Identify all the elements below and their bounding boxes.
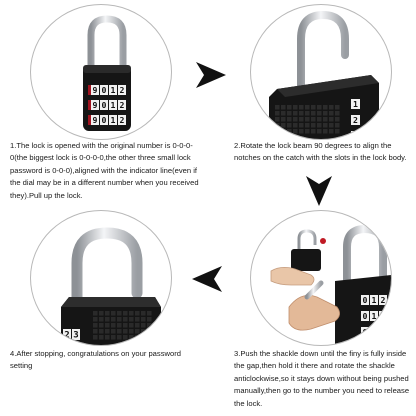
texture-dot bbox=[293, 123, 298, 128]
texture-dot bbox=[99, 323, 104, 328]
texture-dot bbox=[287, 117, 292, 122]
step-3-panel bbox=[208, 208, 416, 416]
texture-dot bbox=[105, 335, 110, 340]
texture-dot bbox=[99, 329, 104, 334]
texture-dot bbox=[111, 317, 116, 322]
texture-dot bbox=[135, 323, 140, 328]
padlock-open-icon bbox=[31, 5, 171, 139]
texture-dot bbox=[317, 129, 322, 134]
texture-dot bbox=[329, 129, 334, 134]
texture-dot bbox=[311, 129, 316, 134]
dial-row bbox=[361, 327, 387, 337]
texture-dot bbox=[281, 129, 286, 134]
texture-dot bbox=[317, 105, 322, 110]
texture-dot bbox=[275, 123, 280, 128]
dial-indicator bbox=[88, 100, 91, 110]
texture-dot bbox=[141, 329, 146, 334]
texture-dot bbox=[329, 111, 334, 116]
texture-dot bbox=[93, 311, 98, 316]
texture-dot bbox=[287, 111, 292, 116]
texture-dot bbox=[93, 329, 98, 334]
step-3-image bbox=[250, 210, 392, 346]
texture-dot bbox=[323, 117, 328, 122]
step-4-image bbox=[30, 210, 172, 346]
padlock-push-down-icon bbox=[251, 211, 391, 345]
dial-digit: 0 bbox=[362, 310, 368, 321]
texture-dot bbox=[317, 111, 322, 116]
texture-dot bbox=[305, 111, 310, 116]
texture-dot bbox=[335, 117, 340, 122]
dial-digit: 2 bbox=[380, 326, 386, 337]
texture-dot bbox=[311, 123, 316, 128]
dial-row bbox=[351, 99, 360, 109]
texture-dot bbox=[317, 117, 322, 122]
dial-digit: 2 bbox=[119, 84, 125, 95]
texture-dot bbox=[281, 111, 286, 116]
padlock-closed-icon bbox=[31, 211, 171, 345]
texture-dot bbox=[141, 323, 146, 328]
texture-dot bbox=[335, 123, 340, 128]
texture-dot bbox=[123, 323, 128, 328]
dial-digit: 2 bbox=[380, 310, 386, 321]
dial-row bbox=[88, 100, 126, 110]
texture-dot bbox=[311, 117, 316, 122]
texture-dot bbox=[123, 335, 128, 340]
dial-cell bbox=[379, 327, 387, 337]
texture-dot bbox=[335, 129, 340, 134]
texture-dot bbox=[317, 123, 322, 128]
texture-dot bbox=[117, 323, 122, 328]
texture-dot bbox=[281, 105, 286, 110]
texture-dot bbox=[123, 317, 128, 322]
texture-dot bbox=[329, 105, 334, 110]
step-1-caption: 1.The lock is opened with the original number is 0-0-0-0(the biggest lock is 0-0-0-0,the other three small lock password is 0-0-0),aligned with the indicator line(even if the dial may be in a different number when you received they).Pull up the lock. bbox=[10, 141, 199, 200]
texture-dot bbox=[293, 111, 298, 116]
texture-dot bbox=[117, 311, 122, 316]
texture-dot bbox=[275, 117, 280, 122]
texture-dot bbox=[311, 111, 316, 116]
step-1-panel bbox=[0, 0, 208, 208]
dial-digit: 1 bbox=[353, 98, 358, 109]
texture-dot bbox=[129, 323, 134, 328]
dial-row bbox=[351, 115, 360, 125]
dial-digit: 0 bbox=[362, 326, 368, 337]
texture-dot bbox=[111, 335, 116, 340]
padlock-rotated-icon bbox=[251, 5, 391, 139]
dial-digit: 2 bbox=[119, 114, 125, 125]
texture-dot bbox=[293, 129, 298, 134]
texture-dot bbox=[293, 117, 298, 122]
texture-dot bbox=[135, 329, 140, 334]
texture-dot bbox=[135, 317, 140, 322]
texture-dot bbox=[275, 129, 280, 134]
texture-dot bbox=[129, 317, 134, 322]
arrow-down-icon bbox=[306, 176, 332, 206]
texture-dot bbox=[105, 317, 110, 322]
texture-dot bbox=[147, 317, 152, 322]
texture-dot bbox=[117, 329, 122, 334]
dial-digit: 1 bbox=[110, 114, 116, 125]
texture-dot bbox=[147, 311, 152, 316]
texture-dot bbox=[305, 129, 310, 134]
dial-digit: 0 bbox=[362, 294, 368, 305]
dial-digit: 1 bbox=[371, 326, 377, 337]
dial-digit: 2 bbox=[119, 99, 125, 110]
texture-dot bbox=[111, 311, 116, 316]
dial-digit: 1 bbox=[371, 294, 377, 305]
texture-dot bbox=[129, 335, 134, 340]
texture-dot bbox=[141, 317, 146, 322]
texture-dot bbox=[323, 123, 328, 128]
texture-dot bbox=[123, 329, 128, 334]
texture-dot bbox=[93, 323, 98, 328]
texture-dot bbox=[287, 105, 292, 110]
texture-dot bbox=[99, 335, 104, 340]
texture-dot bbox=[99, 317, 104, 322]
step-2-caption: 2.Rotate the lock beam 90 degrees to align the notches on the catch with the slots in the lock body. bbox=[234, 141, 407, 163]
dial-digit: 0 bbox=[101, 99, 107, 110]
dial-digit: 1 bbox=[110, 84, 116, 95]
dial-digit: 9 bbox=[92, 84, 98, 95]
texture-dot bbox=[329, 123, 334, 128]
texture-dot bbox=[281, 117, 286, 122]
texture-dot bbox=[147, 329, 152, 334]
texture-dot bbox=[111, 323, 116, 328]
texture-dot bbox=[93, 335, 98, 340]
texture-dot bbox=[275, 105, 280, 110]
texture-dot bbox=[323, 105, 328, 110]
dial-digit: 0 bbox=[101, 84, 107, 95]
dial-row bbox=[88, 115, 126, 125]
dial-cell bbox=[370, 327, 378, 337]
texture-dot bbox=[105, 311, 110, 316]
texture-dot bbox=[335, 105, 340, 110]
texture-dot bbox=[281, 123, 286, 128]
texture-dot bbox=[123, 311, 128, 316]
texture-dot bbox=[105, 323, 110, 328]
dial-indicator bbox=[88, 115, 91, 125]
dial-digit: 1 bbox=[110, 99, 116, 110]
texture-dot bbox=[147, 335, 152, 340]
dial-digit: 2 bbox=[64, 330, 70, 341]
texture-dot bbox=[141, 311, 146, 316]
dial-digit: 9 bbox=[92, 114, 98, 125]
texture-dot bbox=[305, 123, 310, 128]
texture-dot bbox=[93, 317, 98, 322]
step-4-panel bbox=[0, 208, 208, 416]
texture-dot bbox=[323, 129, 328, 134]
texture-dot bbox=[129, 329, 134, 334]
dial-row bbox=[351, 131, 360, 139]
dial-row bbox=[361, 311, 387, 321]
texture-dot bbox=[299, 129, 304, 134]
texture-dot bbox=[111, 329, 116, 334]
texture-dot bbox=[299, 117, 304, 122]
dial-digit: 9 bbox=[92, 99, 98, 110]
dial-digit: 2 bbox=[380, 294, 386, 305]
texture-dot bbox=[99, 311, 104, 316]
texture-dot bbox=[117, 317, 122, 322]
dial-digit: 0 bbox=[101, 114, 107, 125]
texture-dot bbox=[105, 329, 110, 334]
dial-digit: 2 bbox=[353, 114, 358, 125]
texture-dot bbox=[329, 117, 334, 122]
texture-dot bbox=[287, 129, 292, 134]
texture-dot bbox=[129, 311, 134, 316]
dial-digit: 3 bbox=[73, 330, 79, 341]
dial-cell bbox=[351, 131, 360, 139]
texture-dot bbox=[311, 105, 316, 110]
texture-dot bbox=[323, 111, 328, 116]
texture-dot bbox=[305, 117, 310, 122]
dial-digit: 1 bbox=[371, 310, 377, 321]
texture-dot bbox=[293, 105, 298, 110]
texture-dot bbox=[147, 323, 152, 328]
texture-dot bbox=[299, 111, 304, 116]
texture-dot bbox=[299, 105, 304, 110]
dial-row bbox=[361, 295, 387, 305]
texture-dot bbox=[305, 105, 310, 110]
texture-dot bbox=[275, 111, 280, 116]
step-3-caption: 3.Push the shackle down until the finy is fully inside the gap,then hold it there and rotate the shackle anticlockwise,so it stays down without being pushed manually,then go to the number you need to release the lock. bbox=[234, 349, 410, 408]
texture-dot bbox=[117, 335, 122, 340]
texture-dot bbox=[141, 335, 146, 340]
dial-row bbox=[88, 85, 126, 95]
dial-digit: 3 bbox=[353, 130, 358, 139]
texture-dot bbox=[135, 335, 140, 340]
texture-dot bbox=[135, 311, 140, 316]
step-2-image bbox=[250, 4, 392, 140]
step-4-caption: 4.After stopping, congratulations on your password setting bbox=[10, 349, 181, 371]
texture-dot bbox=[299, 123, 304, 128]
texture-dot bbox=[287, 123, 292, 128]
dial-indicator bbox=[88, 85, 91, 95]
step-1-image bbox=[30, 4, 172, 140]
texture-dot bbox=[335, 111, 340, 116]
